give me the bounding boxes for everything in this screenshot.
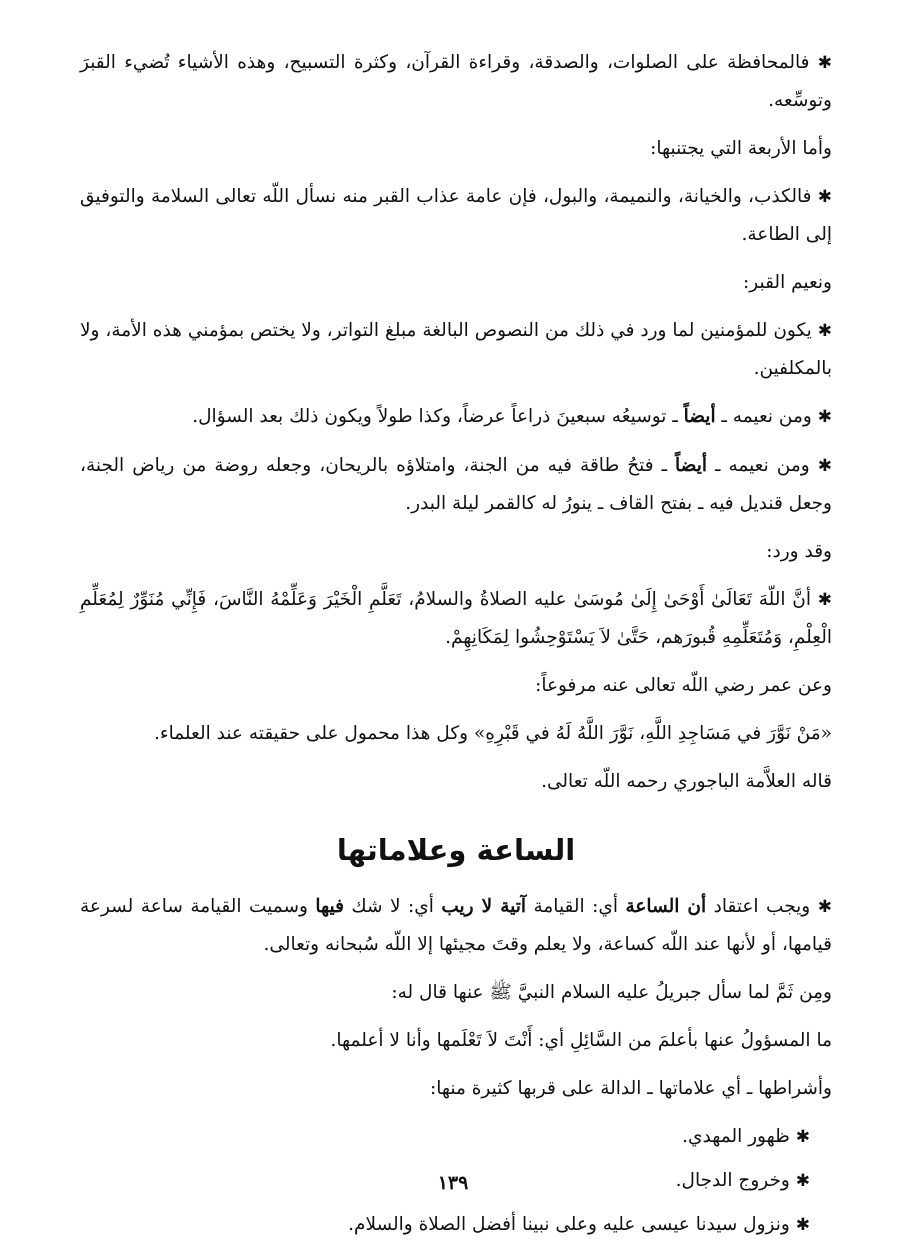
hadith-text: أنَّ اللّهَ تَعَالَىٰ أَوْحَىٰ إِلَىٰ مُوسَىٰ عليه الصلاةُ والسلامُ، تَعَلَّمِ الْخَيْرَ وَعَلِّمْهُ النَّاسَ، فَإِنِّي مُنَوِّرٌ لِمُعَلِّمِ الْعِلْمِ، وَمُتَعَلِّمِهِ قُبورَهم، حَتَّىٰ لاَ يَسْتَوْحِشُوا لِمَكَانِهِمْ. (80, 589, 832, 648)
list-item (80, 1118, 832, 1156)
paragraph (80, 974, 832, 1011)
asterisk-bullet: ✱ (817, 897, 832, 917)
list-item-text: وخروج الدجال. (675, 1170, 790, 1191)
paragraph-text: أي: لا شك (343, 896, 442, 917)
paragraph-text: ـ فتحُ طاقة فيه من الجنة، وامتلاؤه بالريحان، وجعله روضة من رياض الجنة، وجعل قنديل فيه ـ بفتح القاف ـ ينورُ له كالقمر ليلة البدر. (80, 455, 832, 514)
paragraph (80, 264, 832, 301)
asterisk-bullet: ✱ (817, 321, 832, 341)
paragraph (80, 667, 832, 704)
paragraph-text: ويجب اعتقاد (706, 896, 811, 917)
asterisk-bullet: ✱ (795, 1215, 810, 1235)
paragraph (80, 715, 832, 752)
asterisk-bullet: ✱ (817, 407, 832, 427)
paragraph-text: أي: القيامة (526, 896, 626, 917)
bold-word: أيضاً (683, 406, 716, 427)
paragraph (80, 44, 832, 119)
paragraph-text: وعن عمر رضي اللّه تعالى عنه مرفوعاً: (535, 675, 832, 696)
asterisk-bullet: ✱ (817, 187, 832, 207)
bold-word: آتية لا ريب (441, 896, 526, 917)
paragraph (80, 533, 832, 570)
hadith-text: «مَنْ نَوَّرَ في مَسَاجِدِ اللَّهِ، نَوَّرَ اللَّهُ لَهُ في قَبْرِهِ» وكل هذا محمول على حقيقته عند العلماء. (153, 723, 832, 744)
bold-word: أيضاً (675, 455, 708, 476)
section-heading: الساعة وعلاماتها (336, 833, 576, 867)
paragraph-text: وأما الأربعة التي يجتنبها: (650, 138, 832, 159)
paragraph (80, 1022, 832, 1059)
paragraph-text: ـ توسيعُه سبعينَ ذراعاً عرضاً، وكذا طولاً ويكون ذلك بعد السؤال. (192, 406, 684, 427)
paragraph-text: وأشراطها ـ أي علاماتها ـ الدالة على قربها كثيرة منها: (429, 1078, 832, 1099)
paragraph (80, 763, 832, 800)
paragraph (80, 312, 832, 387)
paragraph-text: ومن نعيمه ـ (715, 406, 812, 427)
paragraph-text: ما المسؤولُ عنها بأعلمَ من السَّائِلِ أي: أَنْتَ لاَ تَعْلَمها وأنا لا أعلمها. (330, 1030, 832, 1051)
paragraph-text: ومن نعيمه ـ (707, 455, 810, 476)
bold-word: أن الساعة (625, 896, 707, 917)
asterisk-bullet: ✱ (795, 1127, 810, 1147)
paragraph-text: وسميت القيامة ساعة لسرعة قيامها، أو لأنها عند اللّه كساعة، ولا يعلم وقتَ مجيئها إلا اللّه سُبحانه وتعالى. (80, 896, 832, 955)
paragraph-text: يكون للمؤمنين لما ورد في ذلك من النصوص البالغة مبلغ التواتر، ولا يختص بمؤمني هذه الأمة، ولا بالمكلفين. (80, 320, 832, 379)
page-number: ١٣٩ (437, 1172, 469, 1194)
bold-word: فيها (315, 896, 344, 917)
paragraph (80, 398, 832, 436)
asterisk-bullet: ✱ (795, 1171, 810, 1191)
paragraph (80, 178, 832, 253)
page-body (80, 44, 832, 1250)
paragraph-text: فالكذب، والخيانة، والنميمة، والبول، فإن عامة عذاب القبر منه نسأل اللّه تعالى السلامة والتوفيق إلى الطاعة. (80, 186, 832, 245)
list-item (80, 1206, 832, 1244)
list-item-text: ظهور المهدي. (682, 1126, 790, 1147)
asterisk-bullet: ✱ (817, 53, 832, 73)
paragraph (80, 888, 832, 963)
paragraph (80, 1070, 832, 1107)
paragraph (80, 447, 832, 522)
paragraph (80, 130, 832, 167)
paragraph-text: قاله العلاَّمة الباجوري رحمه اللّه تعالى. (541, 771, 832, 792)
asterisk-bullet: ✱ (817, 456, 832, 476)
asterisk-bullet: ✱ (817, 590, 832, 610)
paragraph (80, 581, 832, 656)
list-item-text: ونزول سيدنا عيسى عليه وعلى نبينا أفضل الصلاة والسلام. (348, 1214, 790, 1235)
paragraph-text: ومِن ثَمَّ لما سأل جبريلُ عليه السلام النبيَّ ﷺ عنها قال له: (391, 982, 832, 1003)
paragraph-text: ونعيم القبر: (743, 272, 832, 293)
paragraph-text: وقد ورد: (766, 541, 832, 562)
paragraph-text: فالمحافظة على الصلوات، والصدقة، وقراءة القرآن، وكثرة التسبيح، وهذه الأشياء تُضيء القبرَ وتوسِّعه. (80, 52, 832, 111)
